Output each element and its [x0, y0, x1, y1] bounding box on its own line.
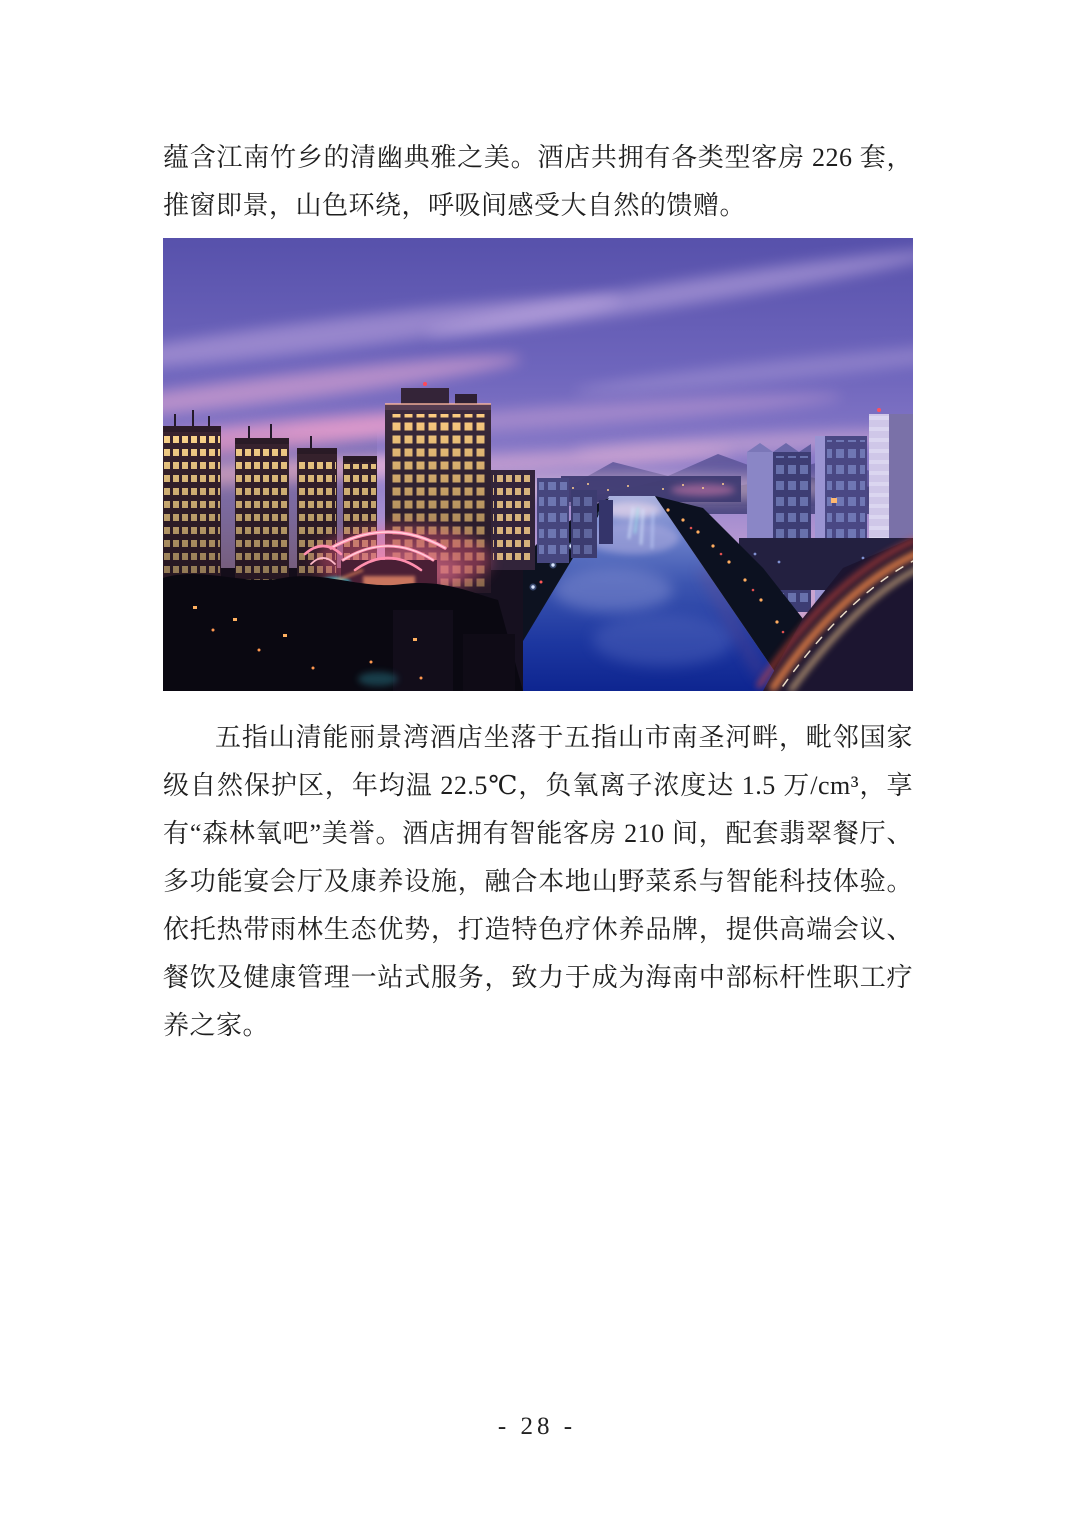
page-number: - 28 -: [497, 1413, 577, 1440]
text-line: 餐饮及健康管理一站式服务，致力于成为海南中部标杆性职工疗: [163, 963, 913, 992]
text-line: 五指山清能丽景湾酒店坐落于五指山市南圣河畔，毗邻国家: [215, 723, 913, 752]
paragraph-1: [163, 134, 913, 230]
text-line: 蕴含江南竹乡的清幽典雅之美。酒店共拥有各类型客房 226 套，: [163, 143, 913, 172]
photo-illustration: [163, 238, 913, 691]
paragraph-2: [163, 714, 913, 1050]
river-city-photo: [163, 238, 913, 691]
text-line: 多功能宴会厅及康养设施，融合本地山野菜系与智能科技体验。: [163, 867, 913, 896]
document-body: [163, 134, 913, 1050]
text-line: 依托热带雨林生态优势，打造特色疗休养品牌，提供高端会议、: [163, 915, 913, 944]
text-line: 级自然保护区，年均温 22.5℃，负氧离子浓度达 1.5 万/cm³，享: [163, 771, 913, 800]
text-line: 有“森林氧吧”美誉。酒店拥有智能客房 210 间，配套翡翠餐厅、: [163, 819, 913, 848]
text-line: 推窗即景，山色环绕，呼吸间感受大自然的馈赠。: [163, 191, 747, 220]
text-line: 养之家。: [163, 1011, 270, 1040]
